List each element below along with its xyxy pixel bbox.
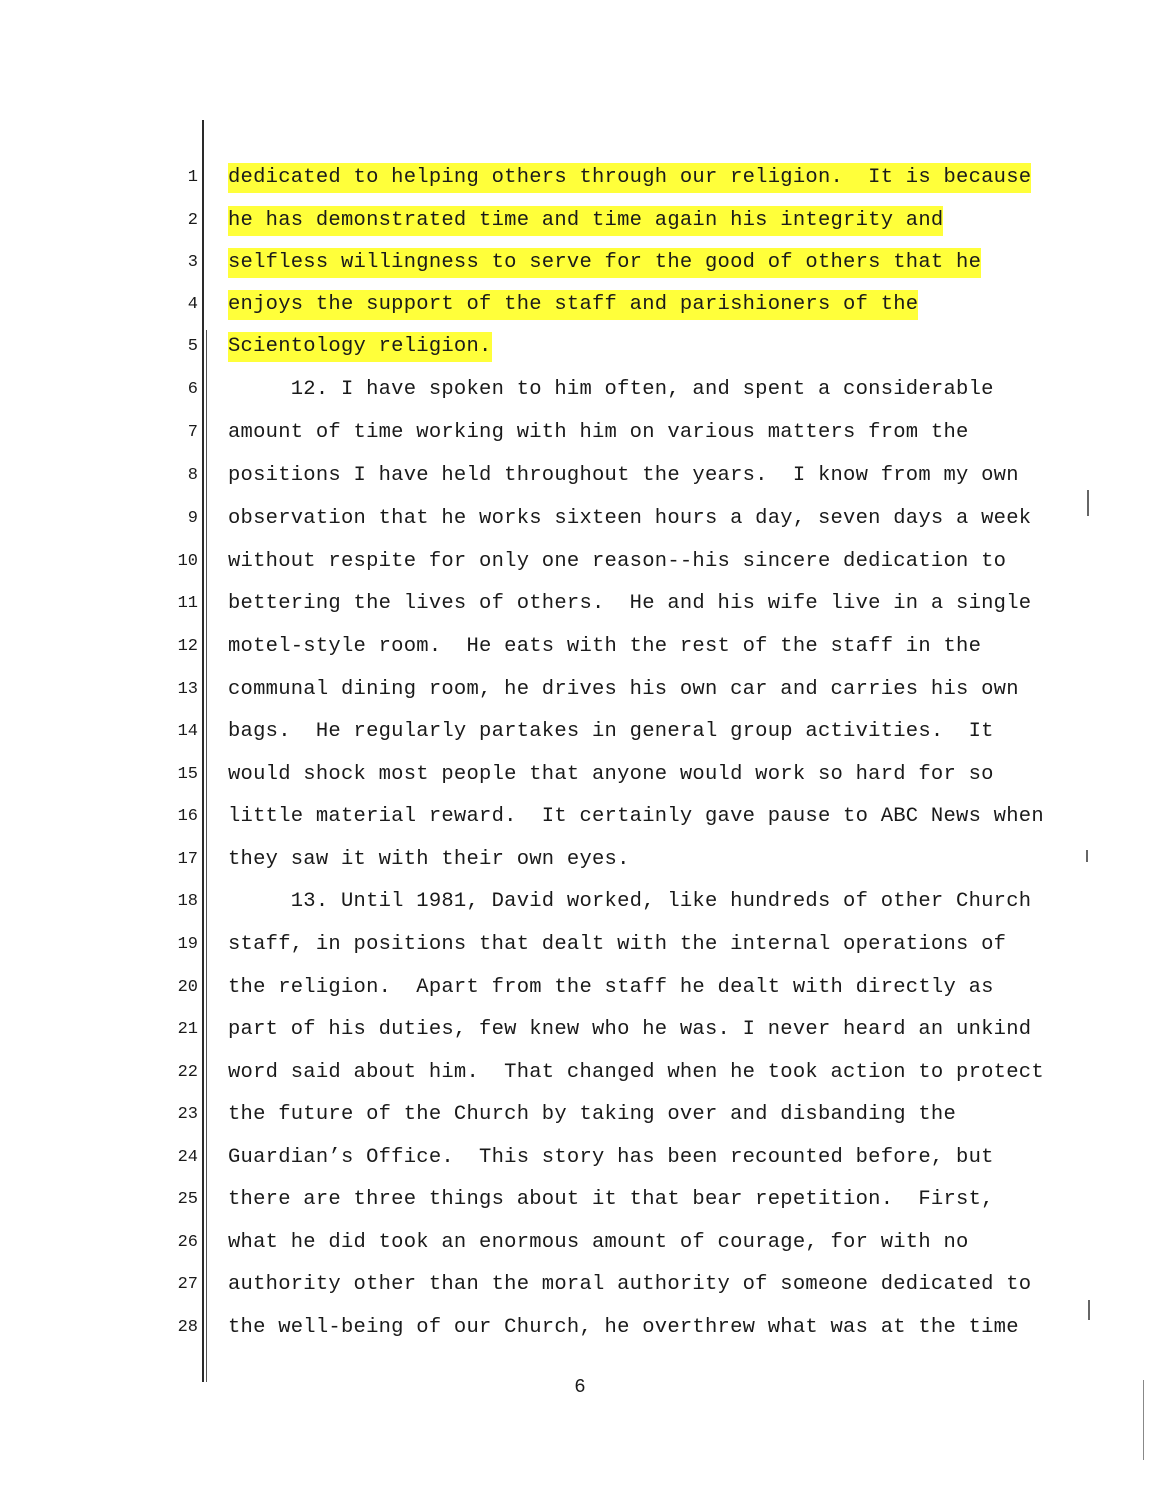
line-23: [0, 1100, 1160, 1130]
line-12: [0, 632, 1160, 662]
scan-artifact: [1087, 490, 1089, 516]
line-22: [0, 1058, 1160, 1088]
line-number: 7: [187, 423, 198, 442]
line-2: [0, 206, 1160, 236]
line-text: amount of time working with him on various matters from the: [228, 421, 969, 444]
line-6: [0, 375, 1160, 405]
line-number: 26: [177, 1233, 198, 1252]
line-20: [0, 973, 1160, 1003]
line-text: little material reward. It certainly gave pause to ABC News when: [228, 805, 1044, 828]
line-number: 6: [187, 380, 198, 399]
line-25: [0, 1185, 1160, 1215]
line-number: 11: [177, 594, 198, 613]
line-5: [0, 332, 1160, 362]
line-number: 8: [187, 466, 198, 485]
line-number: 21: [177, 1020, 198, 1039]
scan-artifact: [1088, 1300, 1090, 1320]
line-number: 25: [177, 1190, 198, 1209]
line-number: 16: [177, 807, 198, 826]
line-1: [0, 163, 1160, 193]
line-text: without respite for only one reason--his sincere dedication to: [228, 550, 1007, 573]
page-number: 6: [574, 1376, 586, 1398]
line-number: 18: [177, 892, 198, 911]
line-number: 2: [187, 211, 198, 230]
line-number: 5: [187, 337, 198, 356]
line-text-highlighted: dedicated to helping others through our religion. It is because: [228, 163, 1031, 193]
line-number: 3: [187, 253, 198, 272]
line-number: 4: [187, 295, 198, 314]
line-number: 27: [177, 1275, 198, 1294]
line-text: authority other than the moral authority of someone dedicated to: [228, 1273, 1032, 1296]
line-21: [0, 1015, 1160, 1045]
line-7: [0, 418, 1160, 448]
line-number: 15: [177, 765, 198, 784]
line-text: Guardian’s Office. This story has been recounted before, but: [228, 1146, 994, 1169]
scan-artifact: [1143, 1380, 1144, 1460]
line-9: [0, 504, 1160, 534]
line-text: 12. I have spoken to him often, and spent a considerable: [228, 378, 994, 401]
line-text-highlighted: enjoys the support of the staff and parishioners of the: [228, 290, 918, 320]
line-28: [0, 1313, 1160, 1343]
scan-artifact: [1086, 850, 1088, 862]
line-number: 13: [177, 680, 198, 699]
line-text: part of his duties, few knew who he was. I never heard an unkind: [228, 1018, 1032, 1041]
line-text: bettering the lives of others. He and his wife live in a single: [228, 592, 1032, 615]
line-15: [0, 760, 1160, 790]
line-text: communal dining room, he drives his own car and carries his own: [228, 678, 1019, 701]
line-text-highlighted: he has demonstrated time and time again his integrity and: [228, 206, 943, 236]
line-number: 10: [177, 552, 198, 571]
line-19: [0, 930, 1160, 960]
line-text: motel-style room. He eats with the rest of the staff in the: [228, 635, 982, 658]
line-text: the well-being of our Church, he overthrew what was at the time: [228, 1316, 1019, 1339]
line-18: [0, 887, 1160, 917]
line-11: [0, 589, 1160, 619]
line-text: observation that he works sixteen hours a day, seven days a week: [228, 507, 1032, 530]
line-text: the religion. Apart from the staff he dealt with directly as: [228, 976, 994, 999]
line-10: [0, 547, 1160, 577]
line-text-highlighted: Scientology religion.: [228, 332, 492, 362]
line-14: [0, 717, 1160, 747]
line-8: [0, 461, 1160, 491]
line-text: 13. Until 1981, David worked, like hundreds of other Church: [228, 890, 1032, 913]
line-number: 28: [177, 1318, 198, 1337]
line-text: would shock most people that anyone would work so hard for so: [228, 763, 994, 786]
line-16: [0, 802, 1160, 832]
line-text: positions I have held throughout the years. I know from my own: [228, 464, 1019, 487]
line-text-highlighted: selfless willingness to serve for the good of others that he: [228, 248, 981, 278]
line-number: 14: [177, 722, 198, 741]
line-17: [0, 845, 1160, 875]
line-text: what he did took an enormous amount of courage, for with no: [228, 1231, 969, 1254]
line-number: 24: [177, 1148, 198, 1167]
line-text: the future of the Church by taking over and disbanding the: [228, 1103, 957, 1126]
line-text: they saw it with their own eyes.: [228, 848, 630, 871]
line-3: [0, 248, 1160, 278]
line-text: bags. He regularly partakes in general group activities. It: [228, 720, 994, 743]
line-number: 19: [177, 935, 198, 954]
line-text: staff, in positions that dealt with the internal operations of: [228, 933, 1007, 956]
line-text: there are three things about it that bear repetition. First,: [228, 1188, 994, 1211]
line-number: 12: [177, 637, 198, 656]
line-number: 20: [177, 978, 198, 997]
line-number: 17: [177, 850, 198, 869]
line-number: 23: [177, 1105, 198, 1124]
line-24: [0, 1143, 1160, 1173]
line-26: [0, 1228, 1160, 1258]
line-number: 22: [177, 1063, 198, 1082]
line-4: [0, 290, 1160, 320]
line-27: [0, 1270, 1160, 1300]
line-number: 9: [187, 509, 198, 528]
line-text: word said about him. That changed when he took action to protect: [228, 1061, 1044, 1084]
line-number: 1: [187, 168, 198, 187]
line-13: [0, 675, 1160, 705]
